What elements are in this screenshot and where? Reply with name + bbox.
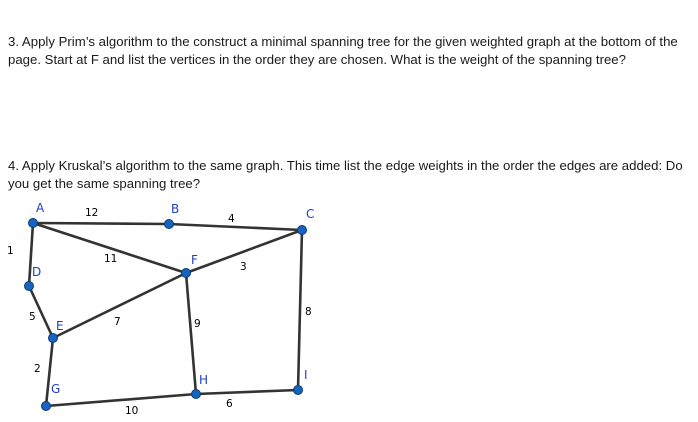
vertex-A xyxy=(29,219,38,228)
edge-F-H xyxy=(186,273,196,394)
vertex-C xyxy=(298,226,307,235)
weight-E-F: 7 xyxy=(114,316,121,328)
edge-A-B xyxy=(33,223,169,224)
vertex-label-C: C xyxy=(306,207,315,221)
vertex-label-A: A xyxy=(36,201,45,215)
edge-H-I xyxy=(196,390,298,394)
edge-A-F xyxy=(33,223,186,273)
weight-H-I: 6 xyxy=(226,398,233,410)
vertex-G xyxy=(42,402,51,411)
weighted-graph xyxy=(0,196,698,422)
edge-B-C xyxy=(169,224,302,230)
weight-A-D: 1 xyxy=(7,245,14,257)
question-4-text: 4. Apply Kruskal’s algorithm to the same graph. This time list the edge weights in the order the edges are added: Do you get the same spanning tree? xyxy=(8,158,683,191)
vertex-label-B: B xyxy=(171,202,180,216)
vertex-label-H: H xyxy=(199,373,209,387)
weight-A-B: 12 xyxy=(85,207,99,219)
question-3-text: 3. Apply Prim’s algorithm to the construct a minimal spanning tree for the given weighted graph at the bottom of the page. Start at F and list the vertices in the order they are chosen. What is the weight of the spanning tree? xyxy=(8,34,678,67)
vertex-label-F: F xyxy=(191,253,198,267)
vertex-label-E: E xyxy=(56,319,64,333)
vertex-label-D: D xyxy=(32,265,42,279)
vertex-label-I: I xyxy=(304,368,308,382)
vertex-label-G: G xyxy=(51,382,61,396)
vertex-B xyxy=(165,220,174,229)
weight-G-H: 10 xyxy=(125,405,139,417)
weight-A-F: 11 xyxy=(104,253,118,265)
edge-E-F xyxy=(53,273,186,338)
vertex-F xyxy=(182,269,191,278)
weight-D-E: 5 xyxy=(29,311,36,323)
edge-G-H xyxy=(46,394,196,406)
weight-B-C: 4 xyxy=(228,213,235,225)
weight-F-H: 9 xyxy=(194,318,201,330)
vertex-I xyxy=(294,386,303,395)
edge-C-I xyxy=(298,230,302,390)
vertex-D xyxy=(25,282,34,291)
weight-F-C: 3 xyxy=(240,261,247,273)
vertex-E xyxy=(49,334,58,343)
weight-E-G: 2 xyxy=(34,363,41,375)
weight-C-I: 8 xyxy=(305,306,312,318)
vertex-H xyxy=(192,390,201,399)
